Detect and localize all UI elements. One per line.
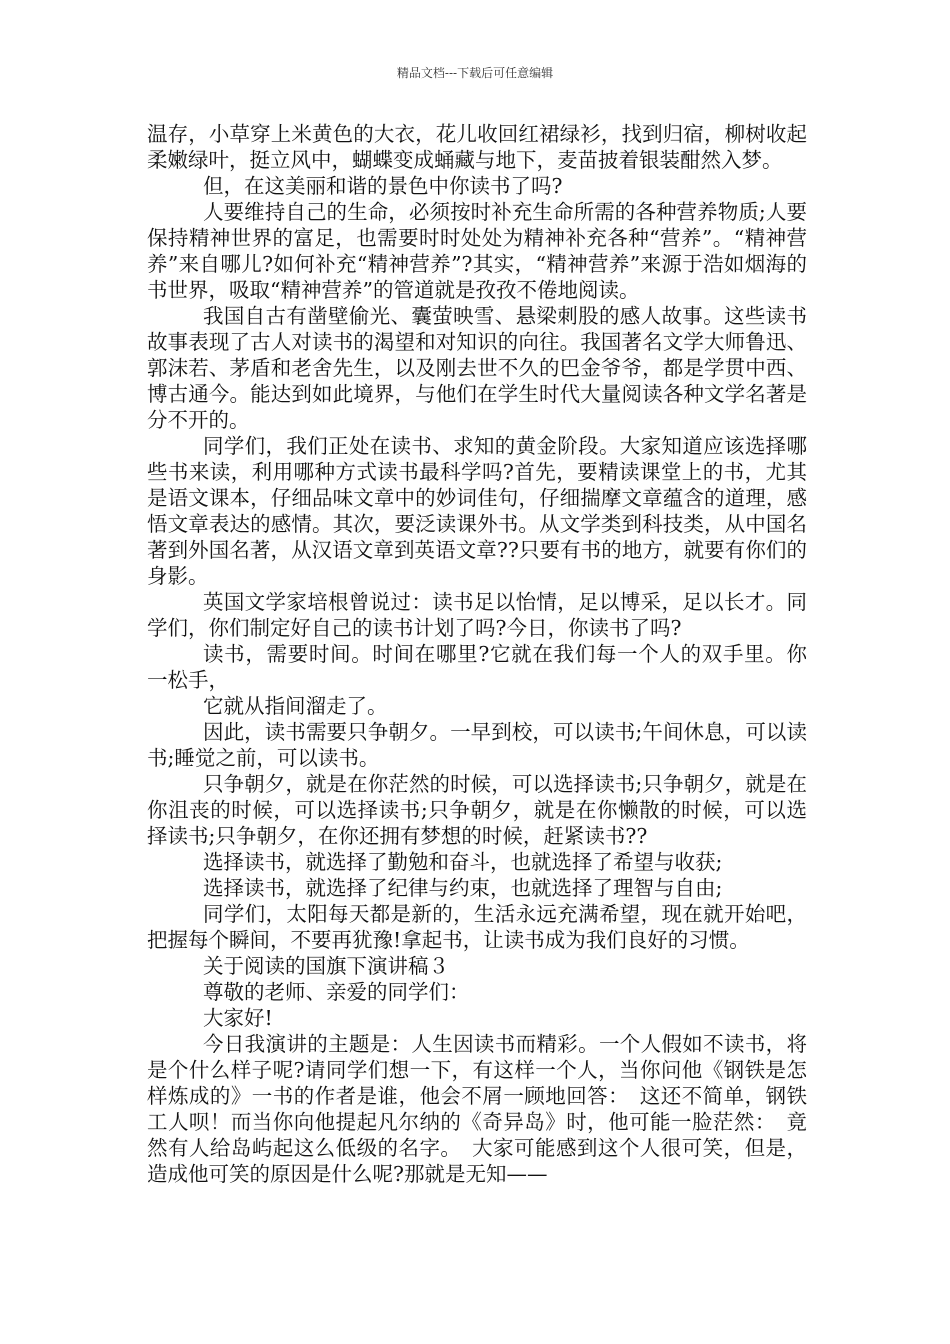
- paragraph-5: 同学们，我们正处在读书、求知的黄金阶段。大家知道应该选择哪些书来读，利用哪种方式读书最科学吗?首先，要精读课堂上的书，尤其是语文课本，仔细品味文章中的妙词佳句，仔细揣摩文章蕴含的道理，感悟文章表达的感情。其次，要泛读课外书。从文学类到科技类，从中国名著到外国名著，从汉语文章到英语文章??只要有书的地方，就要有你们的身影。: [147, 434, 807, 588]
- greeting: 大家好!: [203, 1006, 273, 1030]
- paragraph-1: 温存，小草穿上米黄色的大衣，花儿收回红裙绿衫，找到归宿，柳树收起柔嫩绿叶，挺立风中，蝴蝶变成蛹藏与地下，麦苗披着银装酣然入梦。: [147, 122, 807, 172]
- paragraph-8: 它就从指间溜走了。: [203, 694, 388, 718]
- paragraph-7: 读书，需要时间。时间在哪里?它就在我们每一个人的双手里。你一松手，: [147, 642, 807, 692]
- salutation: 尊敬的老师、亲爱的同学们：: [203, 980, 470, 1004]
- paragraph-10: 只争朝夕，就是在你茫然的时候，可以选择读书;只争朝夕，就是在你沮丧的时候，可以选择读书;只争朝夕，就是在你懒散的时候，可以选择读书;只争朝夕，在你还拥有梦想的时候，赶紧读书??: [147, 772, 807, 848]
- document-body: [147, 121, 807, 1187]
- paragraph-11: 选择读书，就选择了勤勉和奋斗，也就选择了希望与收获;: [203, 850, 723, 874]
- paragraph-13: 同学们，太阳每天都是新的，生活永远充满希望，现在就开始吧，把握每个瞬间，不要再犹豫!拿起书，让读书成为我们良好的习惯。: [147, 902, 807, 952]
- paragraph-9: 因此，读书需要只争朝夕。一早到校，可以读书;午间休息，可以读书;睡觉之前，可以读书。: [147, 720, 807, 770]
- paragraph-4: 我国自古有凿壁偷光、囊萤映雪、悬梁刺股的感人故事。这些读书故事表现了古人对读书的渴望和对知识的向往。我国著名文学大师鲁迅、郭沫若、茅盾和老舍先生，以及刚去世不久的巴金爷爷，都是学贯中西、博古通今。能达到如此境界，与他们在学生时代大量阅读各种文学名著是分不开的。: [147, 304, 807, 432]
- paragraph-12: 选择读书，就选择了纪律与约束，也就选择了理智与自由;: [203, 876, 723, 900]
- section-title: 关于阅读的国旗下演讲稿３: [203, 954, 449, 978]
- paragraph-2: 但，在这美丽和谐的景色中你读书了吗?: [203, 174, 563, 198]
- page-header: 精品文档---下载后可任意编辑: [396, 66, 554, 80]
- paragraph-3: 人要维持自己的生命，必须按时补充生命所需的各种营养物质;人要保持精神世界的富足，也需要时时处处为精神补充各种“营养”。“精神营养”来自哪儿?如何补充“精神营养”?其实，“精神营养”来源于浩如烟海的书世界，吸取“精神营养”的管道就是孜孜不倦地阅读。: [147, 200, 807, 302]
- paragraph-6: 英国文学家培根曾说过：读书足以怡情，足以博采，足以长才。同学们，你们制定好自己的读书计划了吗?今日，你读书了吗?: [147, 590, 807, 640]
- paragraph-17: 今日我演讲的主题是：人生因读书而精彩。一个人假如不读书，将是个什么样子呢?请同学们想一下，有这样一个人，当你问他《钢铁是怎样炼成的》一书的作者是谁，他会不屑一顾地回答： 这还不简单，钢铁工人呗！而当你向他提起凡尔纳的《奇异岛》时，他可能一脸茫然： 竟然有人给岛屿起这么低级的名字。 大家可能感到这个人很可笑，但是，造成他可笑的原因是什么呢?那就是无知——: [147, 1032, 807, 1186]
